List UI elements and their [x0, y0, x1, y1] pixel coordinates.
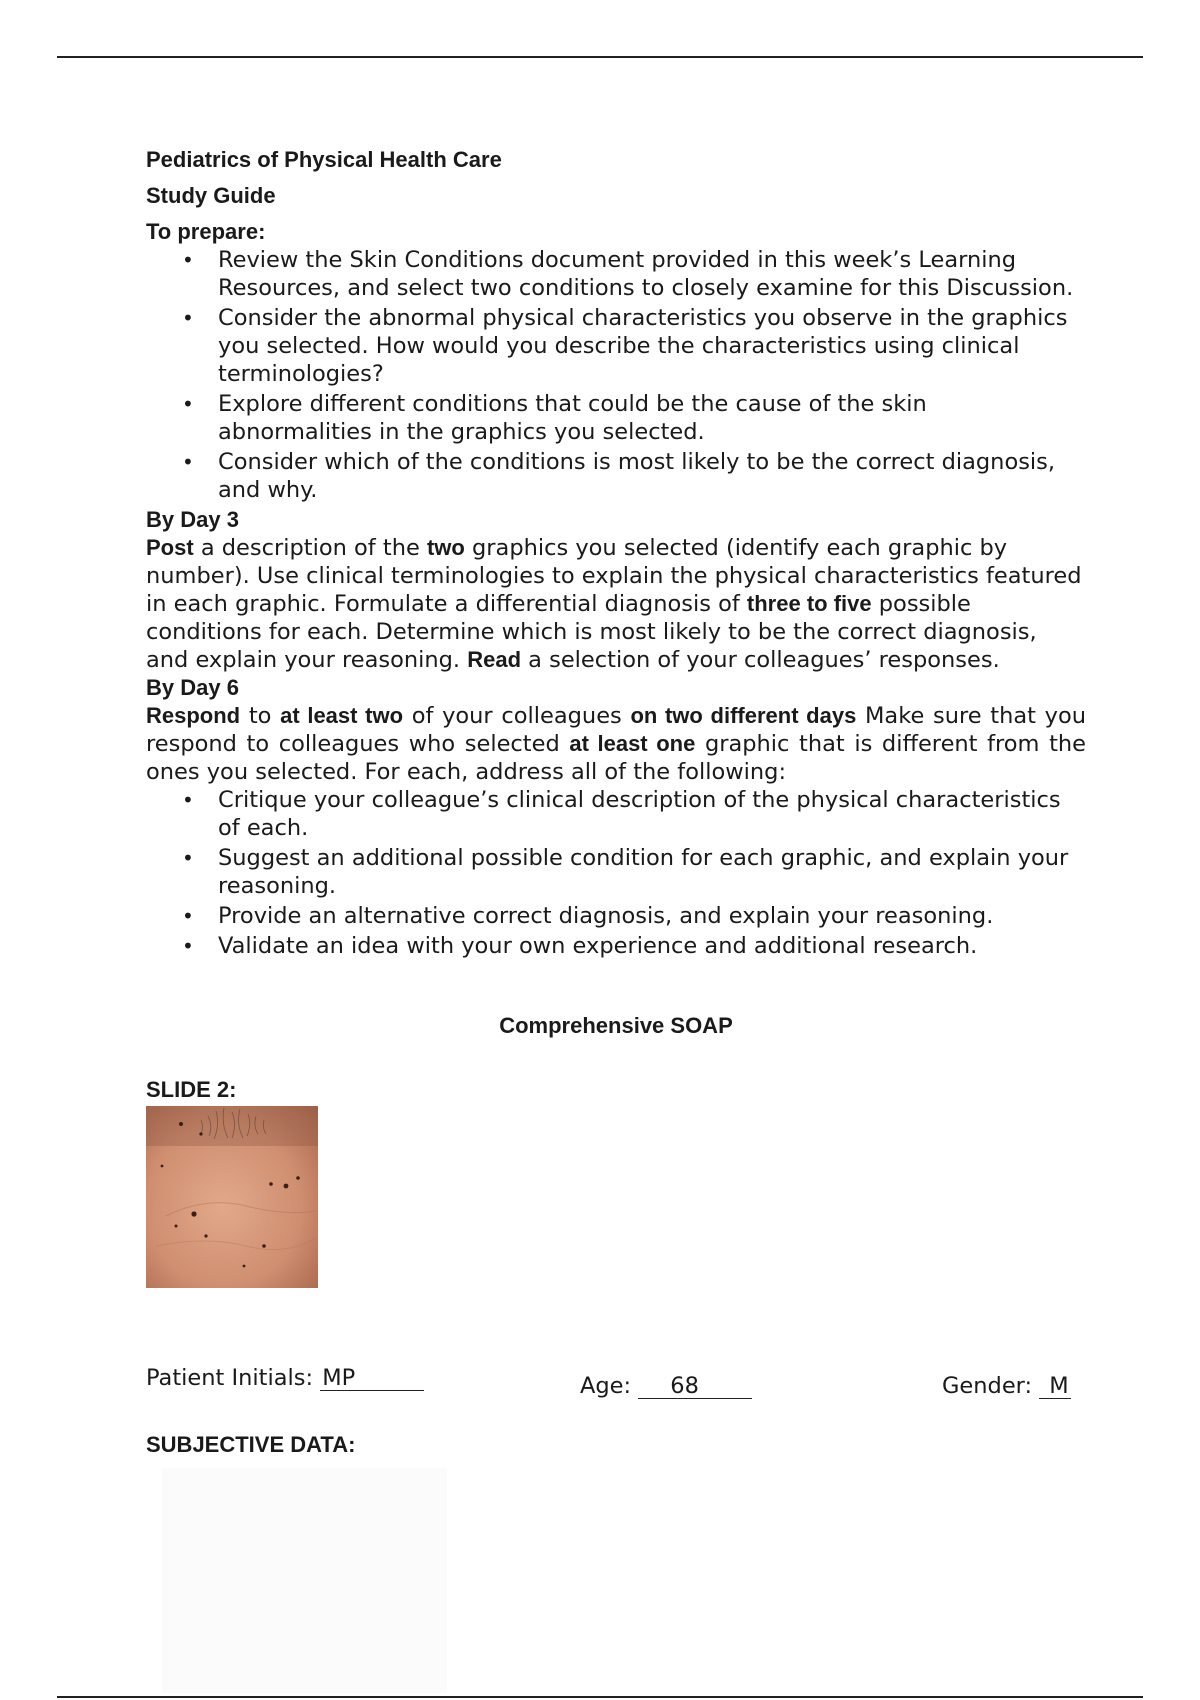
bottom-rule [57, 1696, 1143, 1698]
bullet-icon: • [182, 392, 194, 416]
day3-paragraph: Post a description of the two graphics you selected (identify each graphic by number). Use clinical terminologies to explain the physical characteristics featured in each graphic. Formulate a differential diagnosis of three to five possible conditions for each. Determine which is most likely to be the correct diagnosis, and explain your reasoning. Read a selection of your colleagues’ responses. [146, 535, 1082, 673]
document-body [146, 146, 1086, 1288]
gender-value: M [1039, 1374, 1071, 1399]
list-item: • Explore different conditions that could be the cause of the skin abnormalities in the graphics you selected. [182, 391, 927, 445]
top-rule [57, 56, 1143, 58]
bullet-icon: • [182, 934, 194, 958]
patient-info-row [146, 1365, 1081, 1405]
slide-label: SLIDE 2: [146, 1077, 237, 1102]
day3-heading: By Day 3 [146, 507, 239, 532]
age-field: Age: 68 [580, 1373, 752, 1399]
prepare-heading: To prepare: [146, 219, 266, 244]
list-item: • Critique your colleague’s clinical description of the physical characteristics of each. [182, 787, 1061, 841]
document-title: Pediatrics of Physical Health Care [146, 147, 502, 172]
patient-initials-field: Patient Initials: MP [146, 1365, 424, 1391]
list-item: • Review the Skin Conditions document provided in this week’s Learning Resources, and select two conditions to closely examine for this Discussion. [182, 247, 1074, 301]
skin-lesion-photo [146, 1106, 318, 1288]
respond-list [146, 786, 1086, 960]
bullet-icon: • [182, 248, 194, 272]
day6-heading: By Day 6 [146, 675, 239, 700]
bullet-icon: • [182, 450, 194, 474]
patient-initials-value: MP [320, 1366, 424, 1391]
gender-field: Gender: M [942, 1373, 1071, 1399]
soap-heading: Comprehensive SOAP [499, 1013, 733, 1038]
bullet-icon: • [182, 306, 194, 330]
document-subtitle: Study Guide [146, 183, 276, 208]
list-item: • Provide an alternative correct diagnosis, and explain your reasoning. [182, 903, 994, 929]
subjective-heading: SUBJECTIVE DATA: [146, 1432, 356, 1457]
prepare-list [146, 246, 1086, 504]
blank-area [162, 1468, 447, 1693]
bullet-icon: • [182, 904, 194, 928]
list-item: • Validate an idea with your own experience and additional research. [182, 933, 978, 959]
list-item: • Suggest an additional possible condition for each graphic, and explain your reasoning. [182, 845, 1069, 899]
age-value: 68 [638, 1374, 752, 1399]
list-item: • Consider the abnormal physical characteristics you observe in the graphics you selected. How would you describe the characteristics using clinical terminologies? [182, 305, 1068, 387]
day6-paragraph: Respond to at least two of your colleagues on two different days Make sure that you respond to colleagues who selected at least one graphic that is different from the ones you selected. For each, address all of the following: [146, 703, 1086, 785]
list-item: • Consider which of the conditions is most likely to be the correct diagnosis, and why. [182, 449, 1056, 503]
bullet-icon: • [182, 846, 194, 870]
bullet-icon: • [182, 788, 194, 812]
